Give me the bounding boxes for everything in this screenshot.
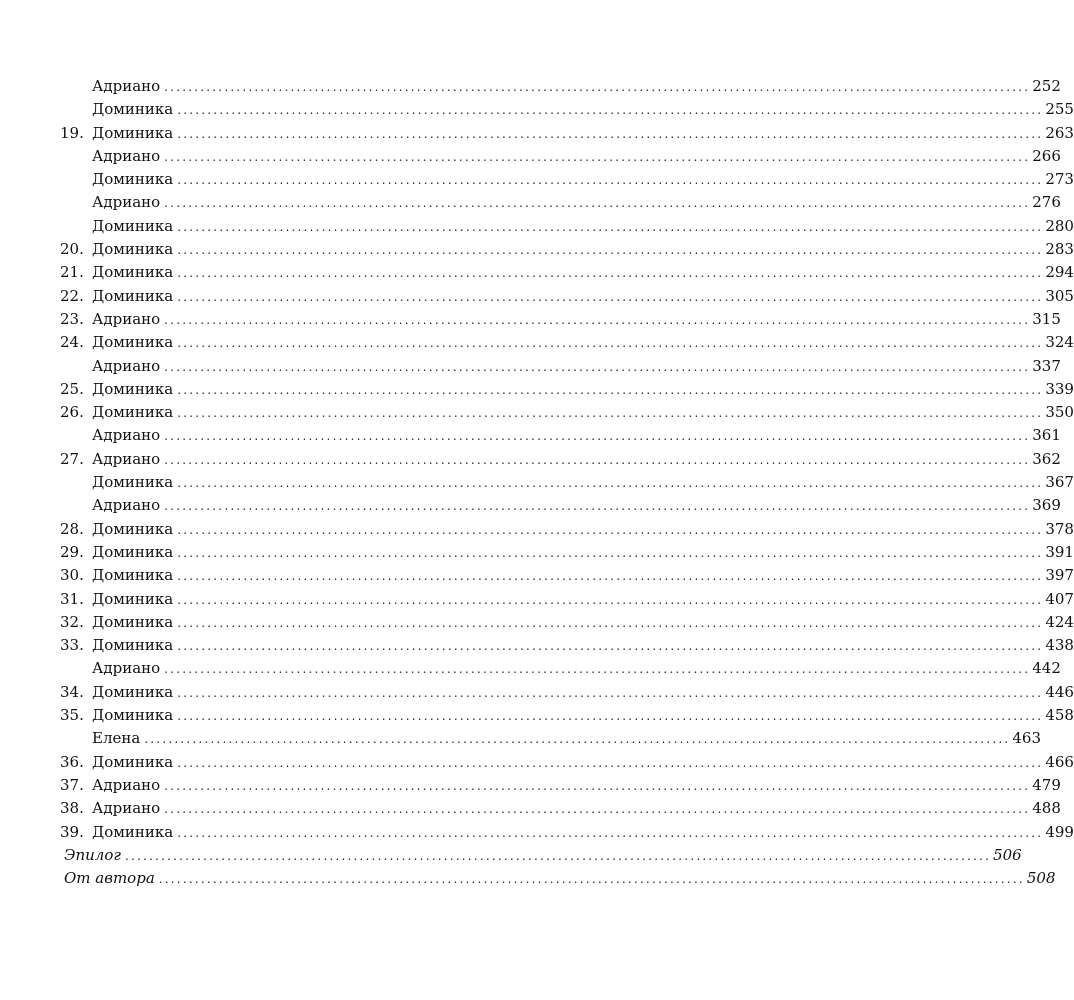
- toc-entry-number: 19.: [60, 123, 84, 142]
- dot-leader: ................................................................................................................................................: [164, 499, 1031, 514]
- toc-entry-title: Доминика: [92, 100, 174, 119]
- toc-entry-line: [92, 308, 1061, 332]
- toc-entry-title: Адриано: [92, 426, 161, 445]
- dot-leader: ................................................................................................................................................: [177, 219, 1044, 234]
- toc-entry-line: [92, 634, 1074, 658]
- toc-entry-page-number: 479: [1032, 775, 1061, 794]
- toc-entry-title: Доминика: [92, 519, 174, 538]
- toc-entry: [58, 797, 1061, 820]
- toc-entry: [58, 448, 1061, 471]
- dot-leader: ................................................................................................................................................: [164, 149, 1031, 164]
- toc-entry-title: Адриано: [92, 309, 161, 328]
- toc-entry: [58, 75, 1061, 98]
- toc-entry: [58, 774, 1061, 797]
- toc-entry-line: [92, 518, 1074, 542]
- toc-entry: [58, 494, 1061, 517]
- toc-entry-title: Адриано: [92, 356, 161, 375]
- toc-entry-title: Доминика: [92, 822, 174, 841]
- toc-entry-page-number: 367: [1045, 473, 1074, 492]
- toc-entry-page-number: 488: [1032, 799, 1061, 818]
- toc-entry: [58, 424, 1061, 447]
- toc-entry-number: 39.: [60, 822, 84, 841]
- toc-entry-number: 33.: [60, 636, 84, 655]
- toc-entry: [58, 355, 1061, 378]
- toc-entry-number: 21.: [60, 263, 84, 282]
- toc-entry-page-number: 283: [1045, 240, 1074, 259]
- toc-entry-number: 35.: [60, 706, 84, 725]
- toc-entry-page-number: 280: [1045, 216, 1074, 235]
- toc-entry-page-number: 263: [1045, 123, 1074, 142]
- toc-entry-number: 37.: [60, 775, 84, 794]
- dot-leader: ................................................................................................................................................: [164, 429, 1031, 444]
- toc-entry-line: [92, 424, 1061, 448]
- toc-entry-title: Доминика: [92, 682, 174, 701]
- toc-entry-page-number: 438: [1045, 636, 1074, 655]
- dot-leader: ................................................................................................................................................: [177, 476, 1044, 491]
- toc-entry: [58, 704, 1074, 727]
- toc-entry-page-number: 508: [1026, 869, 1056, 888]
- toc-entry-title: Доминика: [92, 403, 174, 422]
- toc-entry: [58, 308, 1061, 331]
- toc-entry-title: Елена: [92, 729, 141, 748]
- dot-leader: ................................................................................................................................................: [177, 825, 1044, 840]
- toc-entry-number: 38.: [60, 799, 84, 818]
- toc-entry: [58, 657, 1061, 680]
- dot-leader: ................................................................................................................................................: [164, 662, 1031, 677]
- dot-leader: ................................................................................................................................................: [164, 802, 1031, 817]
- toc-entry: [58, 727, 1042, 750]
- toc-entry: [58, 634, 1074, 657]
- toc-entry-line: [92, 285, 1074, 309]
- toc-entry-page-number: 315: [1032, 309, 1061, 328]
- toc-entry-page-number: 397: [1045, 566, 1074, 585]
- toc-entry-line: [92, 448, 1061, 472]
- toc-entry-line: [92, 564, 1074, 588]
- toc-entry-title: Доминика: [92, 473, 174, 492]
- toc-entry-title: Доминика: [92, 123, 174, 142]
- toc-entry-page-number: 463: [1012, 729, 1042, 748]
- toc-entry-number: 26.: [60, 403, 84, 422]
- toc-entry: [58, 168, 1074, 191]
- toc-entry-line: [92, 681, 1074, 705]
- toc-entry-title: Доминика: [92, 170, 174, 189]
- toc-entry-line: [92, 261, 1074, 285]
- dot-leader: ................................................................................................................................................: [177, 126, 1044, 141]
- toc-entry-title: Адриано: [92, 775, 161, 794]
- toc-entry-line: [92, 588, 1074, 612]
- toc-entry-title: Адриано: [92, 496, 161, 515]
- dot-leader: ................................................................................................................................................: [177, 639, 1044, 654]
- toc-entry-page-number: 369: [1032, 496, 1061, 515]
- dot-leader: ................................................................................................................................................: [177, 592, 1044, 607]
- dot-leader: ................................................................................................................................................: [164, 778, 1031, 793]
- toc-entry: [58, 844, 1022, 867]
- table-of-contents: [58, 75, 1074, 890]
- toc-entry: [58, 751, 1074, 774]
- dot-leader: ................................................................................................................................................: [177, 173, 1044, 188]
- toc-entry-line: [92, 704, 1074, 728]
- toc-entry-title: Адриано: [92, 659, 161, 678]
- toc-entry-title: Доминика: [92, 286, 174, 305]
- toc-entry-line: [92, 657, 1061, 681]
- dot-leader: ................................................................................................................................................: [177, 755, 1044, 770]
- dot-leader: ................................................................................................................................................: [124, 848, 992, 863]
- toc-entry-title: Доминика: [92, 636, 174, 655]
- toc-entry: [58, 541, 1074, 564]
- toc-entry-line: [92, 751, 1074, 775]
- toc-entry: [58, 588, 1074, 611]
- toc-entry: [58, 191, 1061, 214]
- toc-entry-title: Доминика: [92, 706, 174, 725]
- toc-entry-page-number: 442: [1032, 659, 1061, 678]
- toc-entry-title: Доминика: [92, 240, 174, 259]
- toc-entry-page-number: 350: [1045, 403, 1074, 422]
- toc-entry-number: 32.: [60, 612, 84, 631]
- dot-leader: ................................................................................................................................................: [177, 406, 1044, 421]
- toc-entry: [58, 867, 1056, 890]
- toc-entry: [58, 331, 1074, 354]
- toc-entry-title: Адриано: [92, 77, 161, 95]
- toc-entry-number: 25.: [60, 379, 84, 398]
- toc-entry: [58, 215, 1074, 238]
- toc-entry-line: [92, 122, 1074, 146]
- toc-entry-page-number: 276: [1032, 193, 1061, 212]
- toc-entry-page-number: 337: [1032, 356, 1061, 375]
- toc-entry-line: [92, 797, 1061, 821]
- toc-entry-page-number: 466: [1045, 752, 1074, 771]
- toc-entry-title: Доминика: [92, 566, 174, 585]
- toc-entry-page-number: 458: [1045, 706, 1074, 725]
- toc-entry-number: 23.: [60, 309, 84, 328]
- toc-entry-line: [92, 191, 1061, 215]
- dot-leader: ................................................................................................................................................: [144, 732, 1011, 747]
- toc-entry-number: 31.: [60, 589, 84, 608]
- toc-entry-line: [92, 471, 1074, 495]
- dot-leader: ................................................................................................................................................: [158, 872, 1025, 887]
- toc-entry-number: 20.: [60, 240, 84, 259]
- toc-entry-title: Доминика: [92, 752, 174, 771]
- dot-leader: ................................................................................................................................................: [177, 382, 1044, 397]
- toc-entry: [58, 122, 1074, 145]
- dot-leader: ................................................................................................................................................: [164, 359, 1031, 374]
- toc-entry-title: От автора: [64, 869, 155, 888]
- toc-entry-title: Адриано: [92, 146, 161, 165]
- toc-entry-page-number: 362: [1032, 449, 1061, 468]
- dot-leader: ................................................................................................................................................: [164, 452, 1031, 467]
- toc-entry-title: Адриано: [92, 449, 161, 468]
- toc-entry-page-number: 252: [1032, 77, 1061, 95]
- toc-entry-title: Адриано: [92, 193, 161, 212]
- toc-entry-page-number: 266: [1032, 146, 1061, 165]
- toc-entry-number: 22.: [60, 286, 84, 305]
- toc-entry-line: [64, 867, 1056, 891]
- dot-leader: ................................................................................................................................................: [177, 266, 1044, 281]
- toc-entry-title: Доминика: [92, 379, 174, 398]
- toc-entry-line: [92, 774, 1061, 798]
- dot-leader: ................................................................................................................................................: [164, 80, 1031, 94]
- toc-entry-number: 28.: [60, 519, 84, 538]
- toc-entry: [58, 518, 1074, 541]
- toc-entry-number: 24.: [60, 333, 84, 352]
- toc-entry-page-number: 305: [1045, 286, 1074, 305]
- toc-entry: [58, 564, 1074, 587]
- toc-entry-page-number: 506: [993, 845, 1022, 864]
- toc-entry-line: [92, 401, 1074, 425]
- toc-entry-page-number: 407: [1045, 589, 1074, 608]
- toc-entry-page-number: 378: [1045, 519, 1074, 538]
- toc-entry-line: [92, 238, 1074, 262]
- toc-entry-page-number: 255: [1045, 100, 1074, 119]
- toc-entry-number: 30.: [60, 566, 84, 585]
- toc-entry: [58, 378, 1074, 401]
- dot-leader: ................................................................................................................................................: [177, 615, 1044, 630]
- toc-entry: [58, 238, 1074, 261]
- dot-leader: ................................................................................................................................................: [177, 103, 1044, 118]
- toc-entry-line: [92, 215, 1074, 239]
- toc-entry-page-number: 424: [1045, 612, 1074, 631]
- dot-leader: ................................................................................................................................................: [177, 289, 1044, 304]
- toc-entry: [58, 401, 1074, 424]
- dot-leader: ................................................................................................................................................: [177, 336, 1044, 351]
- toc-entry-title: Доминика: [92, 589, 174, 608]
- toc-entry: [58, 98, 1074, 121]
- toc-entry: [58, 821, 1074, 844]
- toc-entry-page-number: 391: [1045, 542, 1074, 561]
- dot-leader: ................................................................................................................................................: [177, 522, 1044, 537]
- toc-entry: [58, 681, 1074, 704]
- toc-entry-number: 34.: [60, 682, 84, 701]
- dot-leader: ................................................................................................................................................: [177, 685, 1044, 700]
- toc-entry-number: 27.: [60, 449, 84, 468]
- toc-entry-line: [92, 611, 1074, 635]
- toc-entry-page-number: 294: [1045, 263, 1074, 282]
- toc-entry-line: [92, 331, 1074, 355]
- toc-entry: [58, 471, 1074, 494]
- toc-entry-line: [92, 355, 1061, 379]
- toc-entry-page-number: 499: [1045, 822, 1074, 841]
- toc-entry-title: Эпилог: [64, 845, 121, 864]
- toc-entry-page-number: 273: [1045, 170, 1074, 189]
- toc-entry-line: [92, 541, 1074, 565]
- toc-entry-line: [92, 75, 1061, 99]
- toc-entry-title: Доминика: [92, 263, 174, 282]
- dot-leader: ................................................................................................................................................: [177, 569, 1044, 584]
- toc-entry-line: [92, 168, 1074, 192]
- toc-entry-line: [92, 727, 1042, 751]
- toc-entry-line: [92, 821, 1074, 845]
- toc-entry-page-number: 339: [1045, 379, 1074, 398]
- toc-entry-page-number: 324: [1045, 333, 1074, 352]
- dot-leader: ................................................................................................................................................: [177, 709, 1044, 724]
- toc-entry-title: Доминика: [92, 216, 174, 235]
- toc-entry-line: [64, 844, 1022, 868]
- dot-leader: ................................................................................................................................................: [164, 196, 1031, 211]
- dot-leader: ................................................................................................................................................: [177, 243, 1044, 258]
- toc-entry-page-number: 446: [1045, 682, 1074, 701]
- toc-entry: [58, 145, 1061, 168]
- dot-leader: ................................................................................................................................................: [164, 312, 1031, 327]
- toc-entry-title: Доминика: [92, 333, 174, 352]
- toc-entry: [58, 285, 1074, 308]
- toc-entry-line: [92, 98, 1074, 122]
- toc-entry-title: Доминика: [92, 612, 174, 631]
- toc-entry-title: Адриано: [92, 799, 161, 818]
- toc-entry-page-number: 361: [1032, 426, 1061, 445]
- toc-entry: [58, 261, 1074, 284]
- toc-entry: [58, 611, 1074, 634]
- toc-entry-line: [92, 145, 1061, 169]
- toc-entry-line: [92, 378, 1074, 402]
- toc-entry-line: [92, 494, 1061, 518]
- toc-entry-title: Доминика: [92, 542, 174, 561]
- toc-entry-number: 36.: [60, 752, 84, 771]
- dot-leader: ................................................................................................................................................: [177, 545, 1044, 560]
- toc-entry-number: 29.: [60, 542, 84, 561]
